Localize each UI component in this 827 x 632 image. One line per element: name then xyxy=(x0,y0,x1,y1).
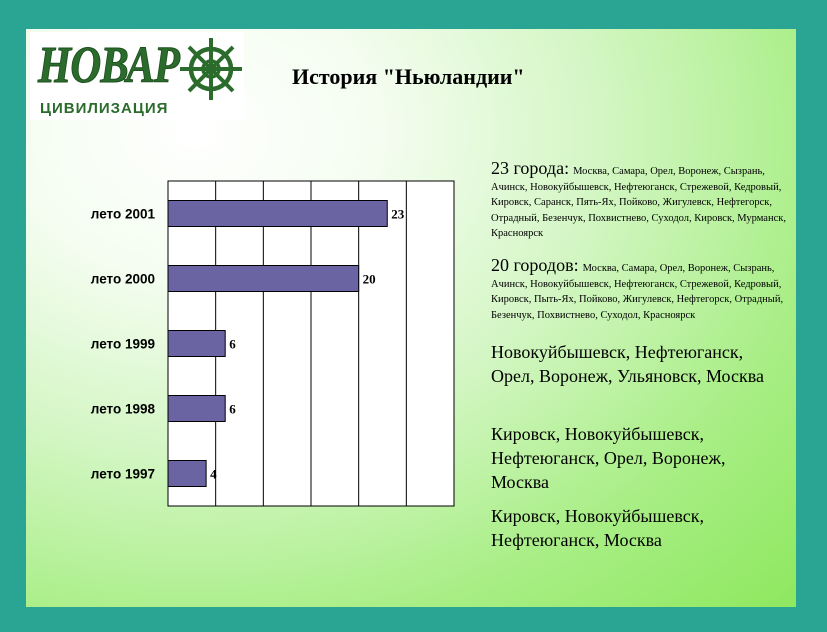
slide xyxy=(26,29,796,607)
slide-title: История "Ньюландии" xyxy=(292,64,525,89)
group-heading: 20 городов: xyxy=(491,255,579,275)
bar xyxy=(168,396,225,422)
logo-subtitle: ЦИВИЛИЗАЦИЯ xyxy=(40,100,169,117)
cities-1998: Кировск, Новокуйбышевск, Нефтеюганск, Орел, Воронеж, Москва xyxy=(491,424,726,492)
cities-2001 xyxy=(491,158,791,241)
bar xyxy=(168,201,387,227)
cities-1997: Кировск, Новокуйбышевск, Нефтеюганск, Москва xyxy=(491,506,704,550)
bar xyxy=(168,266,359,292)
city-list: Москва, Самара, Орел, Воронеж, Сызрань, Ачинск, Новокуйбышевск, Нефтеюганск, Стрежевой, Кедровый, Кировск, Пыть-Ях, Пойково, Жигулевск, Нефтегорск, Отрадный, Безенчук, Похвистнево, Суходол, Красноярск xyxy=(491,263,784,321)
bar xyxy=(168,461,206,487)
cities-2000 xyxy=(491,255,791,322)
value-label: 6 xyxy=(229,401,236,417)
category-label: лето 2001 xyxy=(90,206,155,222)
city-list: Москва, Самара, Орел, Воронеж, Сызрань, Ачинск, Новокуйбышевск, Нефтеюганск, Стрежевой, Кедровый, Кировск, Саранск, Пять-Ях, Пойково, Жигулевск, Нефтегорск, Отрадный, Безенчук, Похвистнево, Суходол, Кировск, Мурманск, Красноярск xyxy=(491,166,786,240)
value-label: 23 xyxy=(391,206,405,222)
logo-name: НОВАР xyxy=(38,37,180,94)
value-label: 20 xyxy=(362,271,376,287)
category-label: лето 1998 xyxy=(90,401,155,417)
value-label: 6 xyxy=(229,336,236,352)
category-labels xyxy=(91,207,156,482)
cities-1999: Новокуйбышевск, Нефтеюганск, Орел, Воронеж, Ульяновск, Москва xyxy=(491,342,764,386)
category-label: лето 1997 xyxy=(90,466,155,482)
category-label: лето 2000 xyxy=(90,271,155,287)
bar xyxy=(168,331,225,357)
group-heading: 23 города: xyxy=(491,158,570,178)
category-label: лето 1999 xyxy=(90,336,155,352)
value-label: 4 xyxy=(210,466,217,482)
